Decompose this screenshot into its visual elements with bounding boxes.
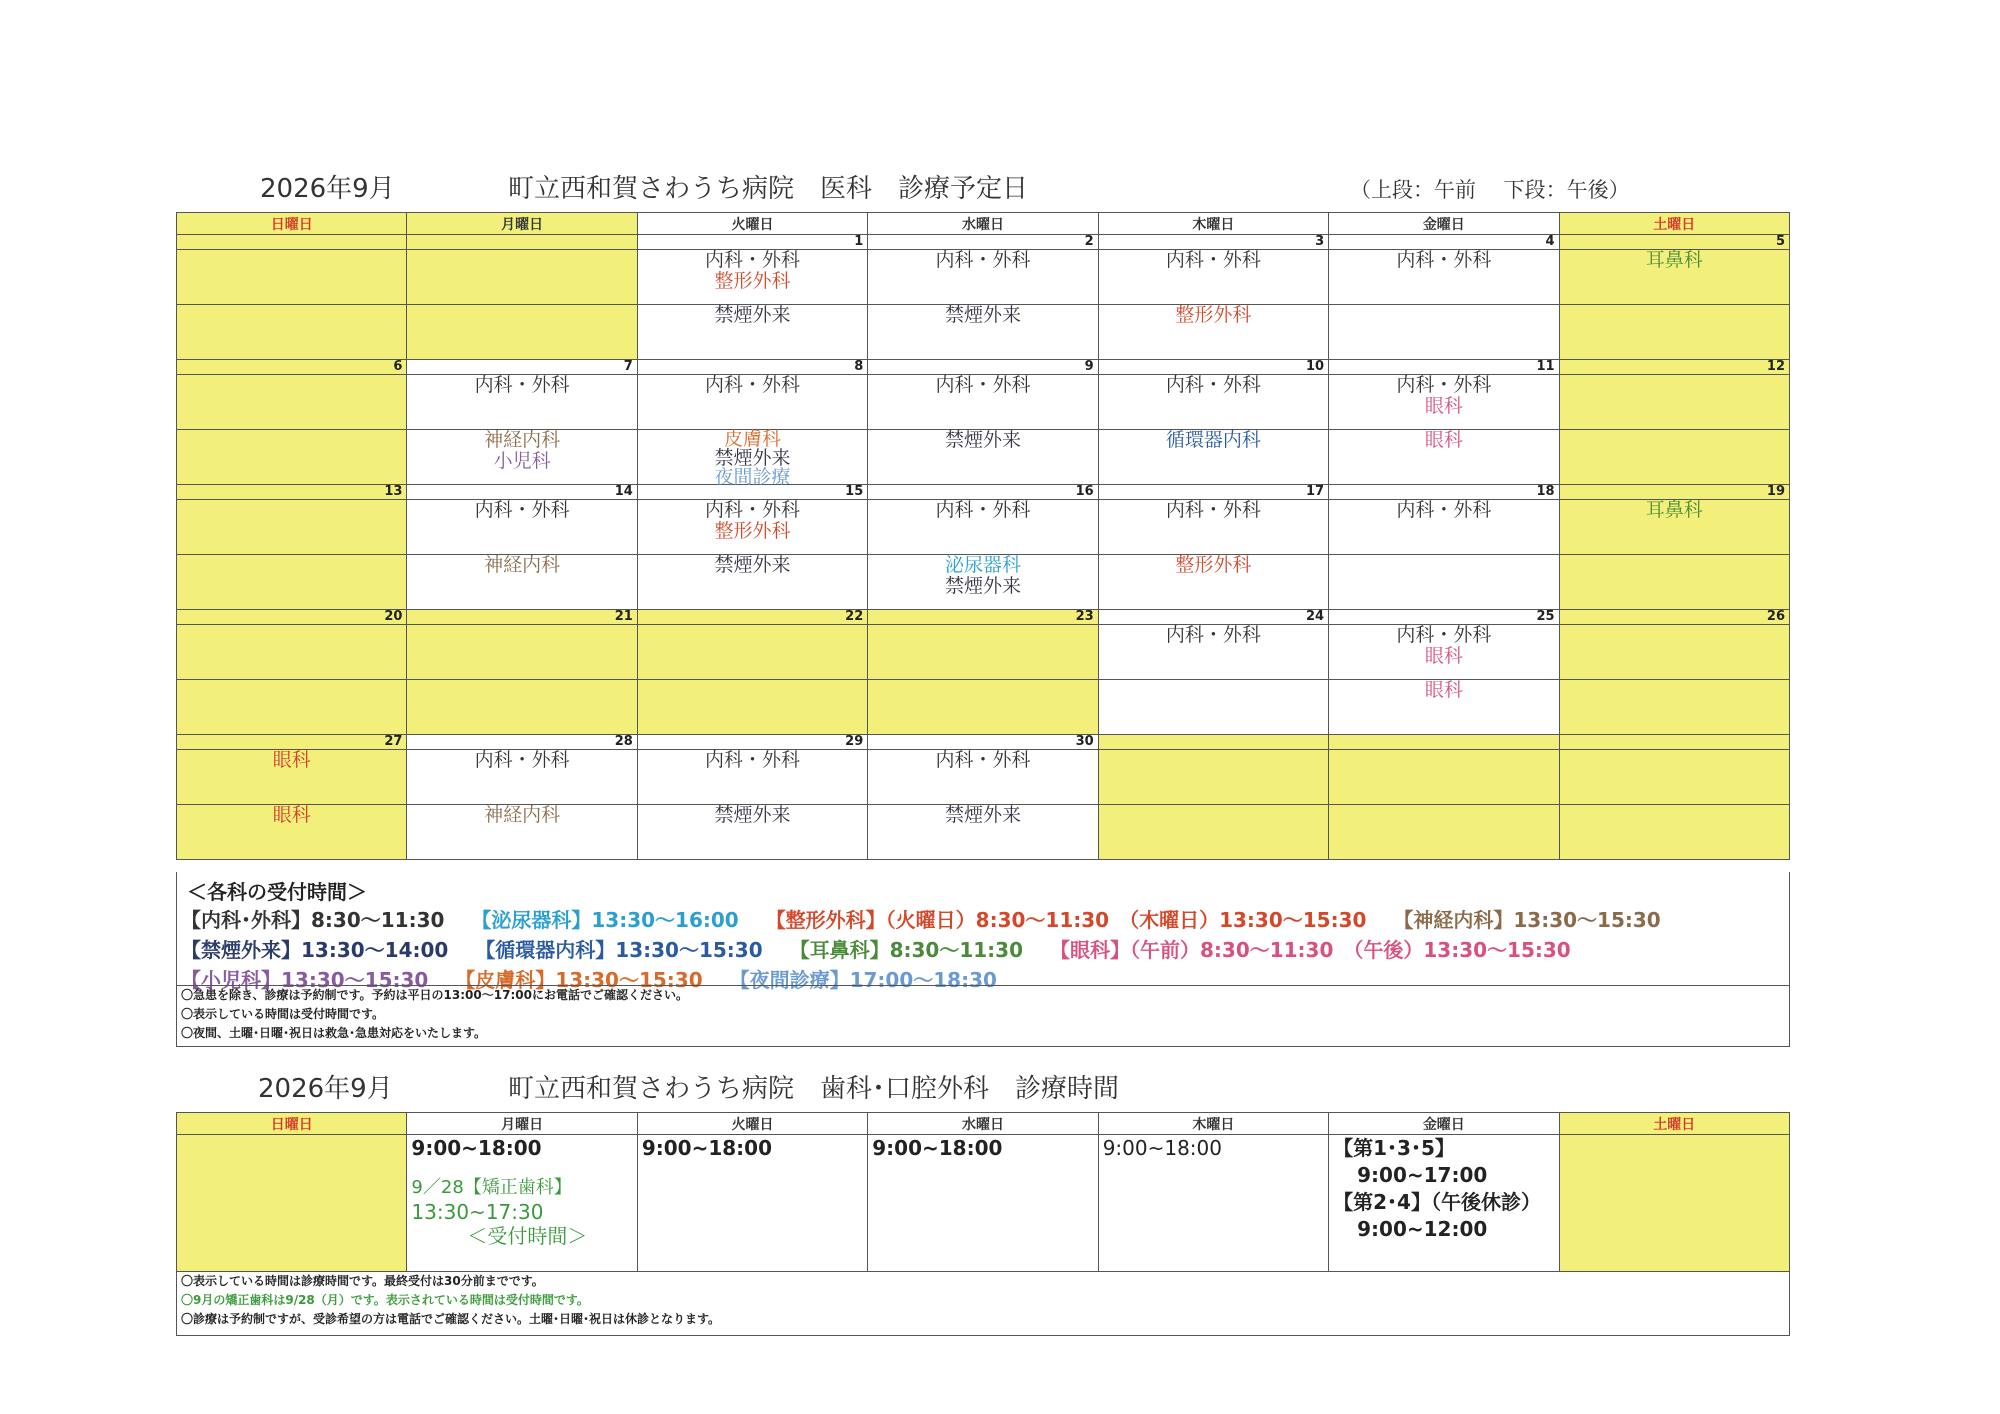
dept-label: 内科・外科 — [1396, 624, 1492, 646]
date-cell — [177, 235, 407, 250]
reception-hours-box — [176, 872, 1790, 1047]
hours-naika: 【内科･外科】8:30～11:30 — [181, 908, 445, 932]
dept-label: 禁煙外来 — [714, 554, 791, 576]
slot-cell — [868, 250, 1098, 305]
dept-label: 内科・外科 — [474, 749, 570, 771]
dept-label: 眼科 — [1424, 429, 1463, 451]
date-cell — [407, 235, 637, 250]
week-2-dates — [177, 360, 1790, 375]
slot-cell — [1329, 625, 1559, 680]
note-line: 〇表示している時間は診療時間です。最終受付は30分前までです。 — [181, 1274, 544, 1288]
date-cell: 23 — [868, 610, 1098, 625]
dept-label: 整形外科 — [714, 520, 791, 542]
dept-label: 夜間診療 — [714, 466, 791, 488]
dental-hours: 9:00~18:00 — [641, 1136, 773, 1160]
dental-tue — [637, 1135, 867, 1272]
slot-cell — [868, 750, 1098, 805]
week-5-am — [177, 750, 1790, 805]
hours-shoni: 【小児科】13:30～15:30 — [181, 968, 429, 992]
slot-cell — [1329, 375, 1559, 430]
slot-cell — [177, 305, 407, 360]
dental-sun — [177, 1135, 407, 1272]
weekday-fri: 金曜日 — [1329, 1113, 1559, 1135]
weekday-sun: 日曜日 — [177, 213, 407, 235]
date-cell: 11 — [1329, 360, 1559, 375]
dept-label: 内科・外科 — [1396, 499, 1492, 521]
hours-hinyo: 【泌尿器科】13:30～16:00 — [471, 908, 739, 932]
dental-wed — [868, 1135, 1098, 1272]
note-line: 〇9月の矯正歯科は9/28（月）です。表示されている時間は受付時間です。 — [181, 1293, 589, 1307]
dental-hours: 9:00~18:00 — [872, 1136, 1003, 1160]
slot-cell — [1559, 500, 1789, 555]
dept-label: 内科・外科 — [1165, 249, 1261, 271]
dept-label: 眼科 — [1424, 679, 1463, 701]
dept-label: 禁煙外来 — [944, 804, 1021, 826]
dept-label: 神経内科 — [484, 804, 561, 826]
slot-cell — [1098, 555, 1328, 610]
dept-label: 内科・外科 — [1165, 374, 1261, 396]
slot-cell — [1098, 680, 1328, 735]
dept-label: 皮膚科 — [724, 428, 782, 450]
week-4-dates — [177, 610, 1790, 625]
week-4-am — [177, 625, 1790, 680]
dental-hours: 9:00~18:00 — [1102, 1136, 1222, 1160]
orthodontic-note: ＜受付時間＞ — [467, 1224, 588, 1248]
weekday-wed: 水曜日 — [868, 213, 1098, 235]
date-cell: 21 — [407, 610, 637, 625]
slot-cell — [637, 375, 867, 430]
dental-hours: 9:00~17:00 — [1357, 1163, 1488, 1187]
slot-cell — [637, 680, 867, 735]
slot-cell — [637, 428, 867, 488]
date-cell: 3 — [1098, 235, 1328, 250]
weekday-thu: 木曜日 — [1098, 1113, 1328, 1135]
dept-label: 内科・外科 — [705, 749, 801, 771]
slot-cell — [407, 500, 637, 555]
dept-label: 神経内科 — [484, 554, 561, 576]
slot-cell — [407, 250, 637, 305]
date-cell: 2 — [868, 235, 1098, 250]
week-5-pm — [177, 805, 1790, 860]
date-cell: 7 — [407, 360, 637, 375]
slot-cell — [1098, 250, 1328, 305]
slot-cell — [1098, 805, 1328, 860]
dept-label: 神経内科 — [484, 429, 561, 451]
dept-label: 整形外科 — [1175, 304, 1252, 326]
dept-label: 内科・外科 — [935, 499, 1031, 521]
slot-cell — [1098, 375, 1328, 430]
weekday-sat: 土曜日 — [1559, 213, 1789, 235]
week-3-dates — [177, 485, 1790, 500]
slot-cell — [1559, 750, 1789, 805]
hours-hifu: 【皮膚科】13:30～15:30 — [455, 968, 703, 992]
week-2-pm — [177, 430, 1790, 485]
slot-cell — [1329, 250, 1559, 305]
weekday-tue: 火曜日 — [637, 1113, 867, 1135]
weekday-mon: 月曜日 — [407, 213, 637, 235]
slot-cell — [1329, 680, 1559, 735]
slot-cell — [177, 750, 407, 805]
date-cell: 14 — [407, 485, 637, 500]
slot-cell — [1559, 430, 1789, 485]
slot-cell — [637, 805, 867, 860]
dept-label: 内科・外科 — [705, 374, 801, 396]
weekday-thu: 木曜日 — [1098, 213, 1328, 235]
dept-label: 内科・外科 — [1396, 249, 1492, 271]
hours-shinkei: 【神経内科】13:30～15:30 — [1393, 908, 1661, 932]
hours-jibi: 【耳鼻科】8:30～11:30 — [789, 938, 1024, 962]
slot-cell — [1559, 250, 1789, 305]
dental-fri-weeks-24: 【第2･4】（午後休診） — [1333, 1190, 1541, 1214]
date-cell: 27 — [177, 735, 407, 750]
date-cell: 9 — [868, 360, 1098, 375]
dept-label: 整形外科 — [714, 270, 791, 292]
dept-label: 内科・外科 — [474, 374, 570, 396]
slot-cell — [177, 680, 407, 735]
slot-cell — [177, 430, 407, 485]
date-cell: 8 — [637, 360, 867, 375]
date-cell: 20 — [177, 610, 407, 625]
slot-cell — [637, 305, 867, 360]
slot-cell — [1329, 500, 1559, 555]
weekday-sat: 土曜日 — [1559, 1113, 1789, 1135]
date-cell: 28 — [407, 735, 637, 750]
slot-cell — [1098, 430, 1328, 485]
hours-line-2 — [181, 934, 1591, 963]
dept-label: 内科・外科 — [1396, 374, 1492, 396]
date-cell: 15 — [637, 485, 867, 500]
date-cell: 6 — [177, 360, 407, 375]
dept-label: 内科・外科 — [474, 499, 570, 521]
dept-label: 禁煙外来 — [714, 447, 791, 469]
slot-cell — [868, 375, 1098, 430]
dept-label: 内科・外科 — [935, 249, 1031, 271]
date-cell: 25 — [1329, 610, 1559, 625]
reception-notes — [177, 985, 1789, 1043]
dept-label: 内科・外科 — [1165, 624, 1261, 646]
date-cell — [1098, 735, 1328, 750]
date-cell: 4 — [1329, 235, 1559, 250]
weekday-wed: 水曜日 — [868, 1113, 1098, 1135]
dept-label: 内科・外科 — [1165, 499, 1261, 521]
dept-label: 禁煙外来 — [714, 804, 791, 826]
slot-cell — [637, 750, 867, 805]
slot-cell — [177, 805, 407, 860]
week-5-dates — [177, 735, 1790, 750]
slot-cell — [1559, 305, 1789, 360]
date-cell: 26 — [1559, 610, 1789, 625]
slot-cell — [177, 625, 407, 680]
dental-notes — [176, 1270, 1790, 1336]
slot-cell — [1559, 375, 1789, 430]
slot-cell — [1098, 625, 1328, 680]
date-cell: 10 — [1098, 360, 1328, 375]
date-cell: 1 — [637, 235, 867, 250]
slot-cell — [1559, 680, 1789, 735]
dental-fri-weeks-135: 【第1･3･5】 — [1333, 1136, 1455, 1160]
dept-label: 内科・外科 — [705, 249, 801, 271]
note-line: 〇表示している時間は受付時間です。 — [181, 1007, 385, 1021]
hours-yakan: 【夜間診療】17:00～18:30 — [729, 968, 997, 992]
slot-cell — [1559, 555, 1789, 610]
slot-cell — [1329, 305, 1559, 360]
date-cell: 19 — [1559, 485, 1789, 500]
medical-title: 町立西和賀さわうち病院 医科 診療予定日 — [508, 174, 1029, 204]
date-cell — [1559, 735, 1789, 750]
weekday-mon: 月曜日 — [407, 1113, 637, 1135]
dept-label: 禁煙外来 — [944, 575, 1021, 597]
date-cell: 17 — [1098, 485, 1328, 500]
slot-cell — [177, 500, 407, 555]
note-line: 〇急患を除き、診療は予約制です。予約は平日の13:00～17:00にお電話でご確認ください。 — [181, 988, 688, 1002]
dept-label: 内科・外科 — [705, 499, 801, 521]
note-line: 〇診療は予約制ですが、受診希望の方は電話でご確認ください。土曜･日曜･祝日は休診となります。 — [181, 1312, 721, 1326]
week-3-am — [177, 500, 1790, 555]
dental-fri — [1329, 1135, 1559, 1272]
slot-cell — [407, 375, 637, 430]
dental-hours: 9:00~18:00 — [411, 1136, 542, 1160]
date-cell: 5 — [1559, 235, 1789, 250]
medical-calendar — [176, 212, 1790, 860]
date-cell — [1329, 735, 1559, 750]
am-pm-legend: （上段：午前 下段：午後） — [1350, 178, 1630, 202]
note-line: 〇夜間、土曜･日曜･祝日は救急･急患対応をいたします。 — [181, 1026, 487, 1040]
date-cell: 29 — [637, 735, 867, 750]
medical-year-month: 2026年9月 — [260, 174, 395, 204]
slot-cell — [868, 625, 1098, 680]
date-cell: 22 — [637, 610, 867, 625]
dental-thu — [1098, 1135, 1328, 1272]
slot-cell — [868, 805, 1098, 860]
slot-cell — [407, 305, 637, 360]
weekday-sun: 日曜日 — [177, 1113, 407, 1135]
dept-label: 眼科 — [272, 804, 311, 826]
dental-hours: 9:00~12:00 — [1357, 1217, 1488, 1241]
week-3-pm — [177, 555, 1790, 610]
reception-hours-title: ＜各科の受付時間＞ — [187, 880, 367, 904]
slot-cell — [637, 625, 867, 680]
dental-mon — [407, 1135, 637, 1272]
slot-cell — [868, 305, 1098, 360]
date-cell: 18 — [1329, 485, 1559, 500]
slot-cell — [177, 555, 407, 610]
slot-cell — [407, 680, 637, 735]
date-cell: 24 — [1098, 610, 1328, 625]
weekday-header-row — [177, 213, 1790, 235]
date-cell: 13 — [177, 485, 407, 500]
dept-label: 内科・外科 — [935, 749, 1031, 771]
slot-cell — [1559, 805, 1789, 860]
dept-label: 耳鼻科 — [1645, 249, 1703, 271]
dept-label: 禁煙外来 — [944, 429, 1021, 451]
dental-schedule — [176, 1112, 1790, 1272]
slot-cell — [637, 555, 867, 610]
slot-cell — [1329, 555, 1559, 610]
slot-cell — [407, 625, 637, 680]
hours-ganka: 【眼科】（午前）8:30～11:30 （午後）13:30～15:30 — [1049, 938, 1571, 962]
slot-cell — [1098, 305, 1328, 360]
dept-label: 小児科 — [493, 450, 551, 472]
slot-cell — [868, 555, 1098, 610]
slot-cell — [407, 750, 637, 805]
dental-hours-row — [177, 1135, 1790, 1272]
dental-year-month: 2026年9月 — [258, 1074, 393, 1104]
slot-cell — [407, 555, 637, 610]
weekday-tue: 火曜日 — [637, 213, 867, 235]
slot-cell — [637, 500, 867, 555]
week-4-pm — [177, 680, 1790, 735]
week-1-dates — [177, 235, 1790, 250]
slot-cell — [868, 680, 1098, 735]
slot-cell — [407, 430, 637, 485]
slot-cell — [1329, 805, 1559, 860]
dept-label: 整形外科 — [1175, 554, 1252, 576]
slot-cell — [1329, 750, 1559, 805]
hours-line-1 — [181, 904, 1681, 933]
slot-cell — [1098, 500, 1328, 555]
slot-cell — [868, 430, 1098, 485]
slot-cell — [637, 250, 867, 305]
week-1-pm — [177, 305, 1790, 360]
dept-label: 耳鼻科 — [1645, 499, 1703, 521]
dental-weekday-row — [177, 1113, 1790, 1135]
slot-cell — [868, 500, 1098, 555]
dept-label: 眼科 — [1424, 645, 1463, 667]
hours-kinen: 【禁煙外来】13:30～14:00 — [181, 938, 449, 962]
slot-cell — [1098, 750, 1328, 805]
dept-label: 内科・外科 — [935, 374, 1031, 396]
slot-cell — [1559, 625, 1789, 680]
weekday-fri: 金曜日 — [1329, 213, 1559, 235]
week-1-am — [177, 250, 1790, 305]
dept-label: 禁煙外来 — [944, 304, 1021, 326]
dept-label: 循環器内科 — [1165, 429, 1261, 451]
slot-cell — [1329, 430, 1559, 485]
dental-sat — [1559, 1135, 1789, 1272]
date-cell: 12 — [1559, 360, 1789, 375]
dept-label: 禁煙外来 — [714, 304, 791, 326]
slot-cell — [407, 805, 637, 860]
dental-title: 町立西和賀さわうち病院 歯科･口腔外科 診療時間 — [508, 1074, 1120, 1104]
slot-cell — [177, 250, 407, 305]
dept-label: 眼科 — [1424, 395, 1463, 417]
date-cell: 30 — [868, 735, 1098, 750]
orthodontic-hours: 13:30~17:30 — [411, 1200, 544, 1224]
date-cell: 16 — [868, 485, 1098, 500]
week-2-am — [177, 375, 1790, 430]
slot-cell — [177, 375, 407, 430]
dept-label: 眼科 — [272, 749, 311, 771]
hours-seikei: 【整形外科】（火曜日）8:30～11:30 （木曜日）13:30～15:30 — [765, 908, 1367, 932]
orthodontic-date: 9／28【矯正歯科】 — [411, 1177, 572, 1198]
hours-junkan: 【循環器内科】13:30～15:30 — [475, 938, 763, 962]
dept-label: 泌尿器科 — [944, 554, 1021, 576]
